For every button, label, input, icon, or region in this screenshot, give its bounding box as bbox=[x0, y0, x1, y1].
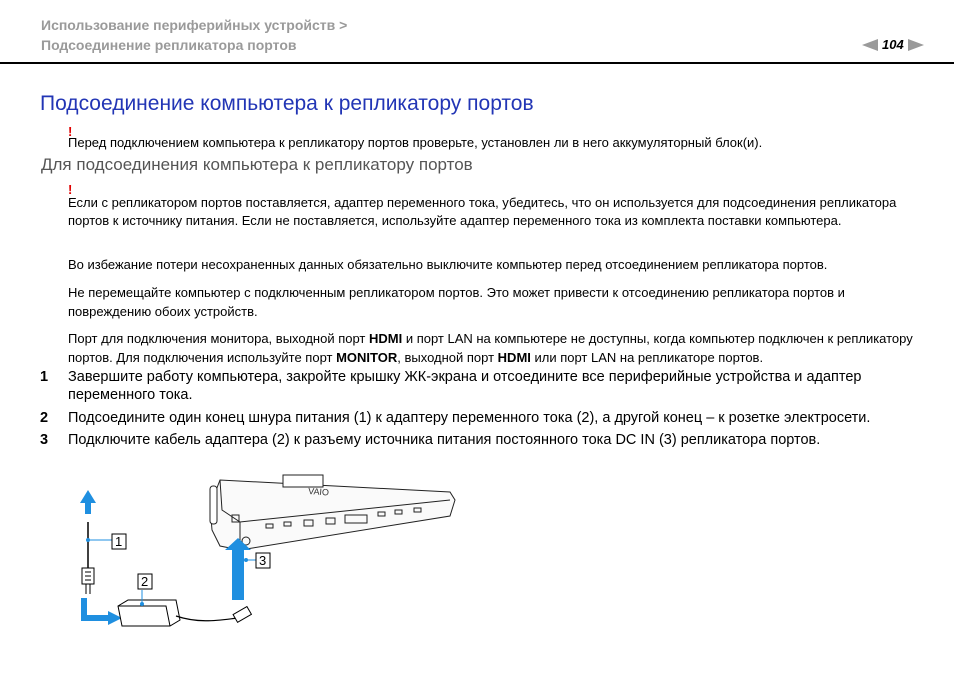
page-title: Подсоединение компьютера к репликатору портов bbox=[40, 92, 534, 115]
ac-adapter-illustration bbox=[118, 590, 251, 626]
callout-3 bbox=[256, 553, 270, 568]
step-number: 2 bbox=[40, 410, 49, 426]
page-navigator bbox=[862, 37, 924, 52]
note-ports-text: , выходной порт bbox=[397, 350, 498, 365]
note-do-not-move: Не перемещайте компьютер с подключенным репликатором портов. Это может привести к отсоединению репликатора портов и повреждению обоих устройств. bbox=[68, 285, 845, 319]
step-text: Подключите кабель адаптера (2) к разъему источника питания постоянного тока DC IN (3) репликатора портов. bbox=[68, 432, 821, 448]
power-cord-illustration bbox=[80, 490, 122, 625]
hdmi-label: HDMI bbox=[368, 331, 403, 346]
note-ports-text: и порт LAN на компьютере не доступны, когда компьютер подключен к репликатору портов. Для подключения используйте порт bbox=[68, 331, 913, 365]
warning-icon: ! bbox=[68, 124, 73, 139]
step-number: 3 bbox=[40, 432, 49, 448]
warning-icon: ! bbox=[68, 182, 73, 197]
callout-label: 2 bbox=[141, 574, 149, 589]
hdmi-label: HDMI bbox=[497, 350, 531, 365]
page-number: 104 bbox=[882, 37, 904, 52]
breadcrumb-parent[interactable]: Использование периферийных устройств > bbox=[41, 17, 348, 33]
connection-diagram bbox=[70, 470, 470, 640]
note-ports-text: или порт LAN на репликаторе портов. bbox=[530, 350, 764, 365]
callout-2 bbox=[138, 574, 152, 589]
callout-label: 3 bbox=[259, 553, 267, 568]
port-replicator-illustration bbox=[210, 475, 455, 550]
monitor-label: MONITOR bbox=[336, 350, 398, 365]
note-ports-text: Порт для подключения монитора, выходной порт bbox=[68, 331, 369, 346]
step-text: Подсоедините один конец шнура питания (1) к адаптеру переменного тока (2), а другой конец – к розетке электросети. bbox=[68, 410, 871, 426]
callout-label: 1 bbox=[115, 534, 123, 549]
next-page-icon[interactable] bbox=[908, 39, 924, 51]
intro-note: Перед подключением компьютера к репликатору портов проверьте, установлен ли в него аккумуляторный блок(и). bbox=[68, 135, 763, 150]
note-ports bbox=[68, 329, 918, 367]
previous-page-icon[interactable] bbox=[862, 39, 878, 51]
step-text: Завершите работу компьютера, закройте крышку ЖК-экрана и отсоедините все периферийные устройства и адаптер переменного тока. bbox=[68, 369, 862, 403]
vaio-logo: VAIO bbox=[307, 486, 330, 498]
header-divider bbox=[0, 62, 954, 64]
callout-1 bbox=[112, 534, 126, 549]
section-subtitle: Для подсоединения компьютера к репликатору портов bbox=[41, 155, 473, 174]
step-number: 1 bbox=[40, 369, 49, 385]
note-power-off: Во избежание потери несохраненных данных обязательно выключите компьютер перед отсоединением репликатора портов. bbox=[68, 257, 828, 272]
note-adapter: Если с репликатором портов поставляется, адаптер переменного тока, убедитесь, что он используется для подсоединения репликатора портов к источнику питания. Если не поставляется, используйте адаптер переменного тока из комплекта поставки компьютера. bbox=[68, 195, 897, 228]
breadcrumb-current: Подсоединение репликатора портов bbox=[41, 37, 297, 53]
